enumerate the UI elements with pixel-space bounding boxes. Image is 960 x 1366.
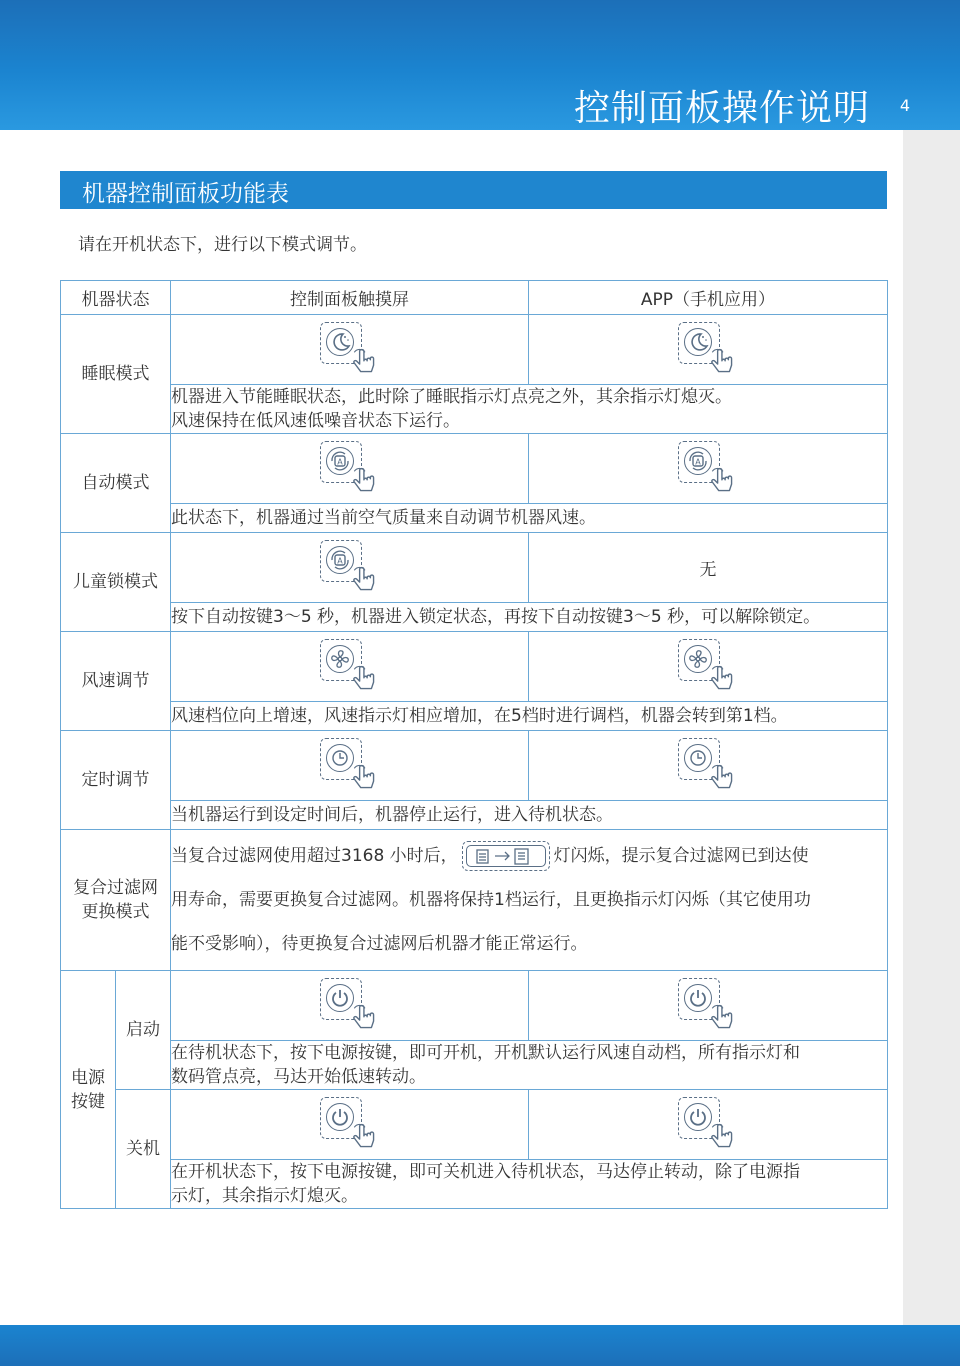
app-cell	[529, 632, 888, 702]
app-cell	[529, 731, 888, 801]
state-power-off: 关机	[116, 1090, 171, 1209]
section-title: 机器控制面板功能表	[82, 181, 289, 207]
state-label-line: 更换模式	[81, 902, 150, 922]
panel-cell	[171, 971, 529, 1041]
page-title: 控制面板操作说明	[573, 88, 870, 129]
power-icon	[677, 1096, 739, 1154]
page-footer	[0, 1325, 960, 1366]
state-child-lock: 儿童锁模式	[61, 533, 171, 632]
panel-cell	[171, 533, 529, 603]
clock-icon	[677, 737, 739, 795]
side-strip	[903, 130, 960, 1325]
desc-power-off	[171, 1160, 888, 1209]
state-fan: 风速调节	[61, 632, 171, 731]
desc-text: 当复合过滤网使用超过3168 小时后，	[171, 846, 458, 866]
auto-icon	[319, 539, 381, 597]
panel-cell	[171, 315, 529, 385]
panel-cell	[171, 1090, 529, 1160]
desc-line: 用寿命，需要更换复合过滤网。机器将保持1档运行，且更换指示灯闪烁（其它使用功	[171, 890, 811, 910]
app-cell	[529, 434, 888, 504]
panel-cell	[171, 632, 529, 702]
svg-text:A: A	[336, 556, 343, 566]
state-label-line: 复合过滤网	[73, 878, 158, 898]
filter-replace-icon	[462, 841, 550, 871]
power-icon	[319, 977, 381, 1035]
desc-line: 数码管点亮，马达开始低速转动。	[171, 1067, 426, 1087]
state-power	[61, 971, 116, 1209]
desc-timer: 当机器运行到设定时间后，机器停止运行，进入待机状态。	[171, 801, 888, 830]
desc-power-on	[171, 1041, 888, 1090]
state-sleep: 睡眠模式	[61, 315, 171, 434]
fan-icon	[319, 638, 381, 696]
section-header	[60, 171, 887, 209]
page-header	[0, 0, 960, 130]
desc-line: 能不受影响），待更换复合过滤网后机器才能正常运行。	[171, 934, 588, 954]
state-label-line: 电源	[71, 1067, 105, 1088]
state-power-on: 启动	[116, 971, 171, 1090]
app-cell	[529, 315, 888, 385]
desc-line: 在待机状态下，按下电源按键，即可开机，开机默认运行风速自动档，所有指示灯和	[171, 1043, 800, 1063]
desc-line: 在开机状态下，按下电源按键，即可关机进入待机状态，马达停止转动，除了电源指	[171, 1162, 800, 1182]
panel-cell	[171, 434, 529, 504]
header-state: 机器状态	[61, 281, 171, 315]
desc-line	[171, 834, 887, 878]
state-filter	[61, 830, 171, 971]
function-table	[60, 280, 888, 1209]
desc-child-lock: 按下自动按键3～5 秒，机器进入锁定状态，再按下自动按键3～5 秒，可以解除锁定。	[171, 603, 888, 632]
panel-cell	[171, 731, 529, 801]
page-number: 4	[899, 96, 910, 115]
desc-fan: 风速档位向上增速，风速指示灯相应增加，在5档时进行调档，机器会转到第1档。	[171, 702, 888, 731]
header-panel: 控制面板触摸屏	[171, 281, 529, 315]
moon-icon	[319, 321, 381, 379]
app-cell	[529, 971, 888, 1041]
state-label-line: 按键	[71, 1091, 105, 1112]
desc-text: 灯闪烁，提示复合过滤网已到达使	[553, 846, 809, 866]
power-icon	[319, 1096, 381, 1154]
desc-filter	[171, 830, 888, 971]
desc-auto: 此状态下，机器通过当前空气质量来自动调节机器风速。	[171, 504, 888, 533]
intro-text: 请在开机状态下，进行以下模式调节。	[78, 235, 367, 255]
desc-line: 机器进入节能睡眠状态，此时除了睡眠指示灯点亮之外，其余指示灯熄灭。	[171, 387, 732, 407]
auto-icon	[677, 440, 739, 498]
state-timer: 定时调节	[61, 731, 171, 830]
clock-icon	[319, 737, 381, 795]
auto-icon	[319, 440, 381, 498]
svg-text:A: A	[695, 457, 701, 467]
state-auto: 自动模式	[61, 434, 171, 533]
app-cell	[529, 1090, 888, 1160]
desc-line: 风速保持在低风速低噪音状态下运行。	[171, 411, 460, 431]
desc-sleep	[171, 385, 888, 434]
fan-icon	[677, 638, 739, 696]
header-app: APP（手机应用）	[529, 281, 888, 315]
desc-line: 示灯，其余指示灯熄灭。	[171, 1186, 358, 1206]
moon-icon	[677, 321, 739, 379]
power-icon	[677, 977, 739, 1035]
svg-text:A: A	[336, 457, 343, 467]
app-none: 无	[529, 533, 888, 603]
